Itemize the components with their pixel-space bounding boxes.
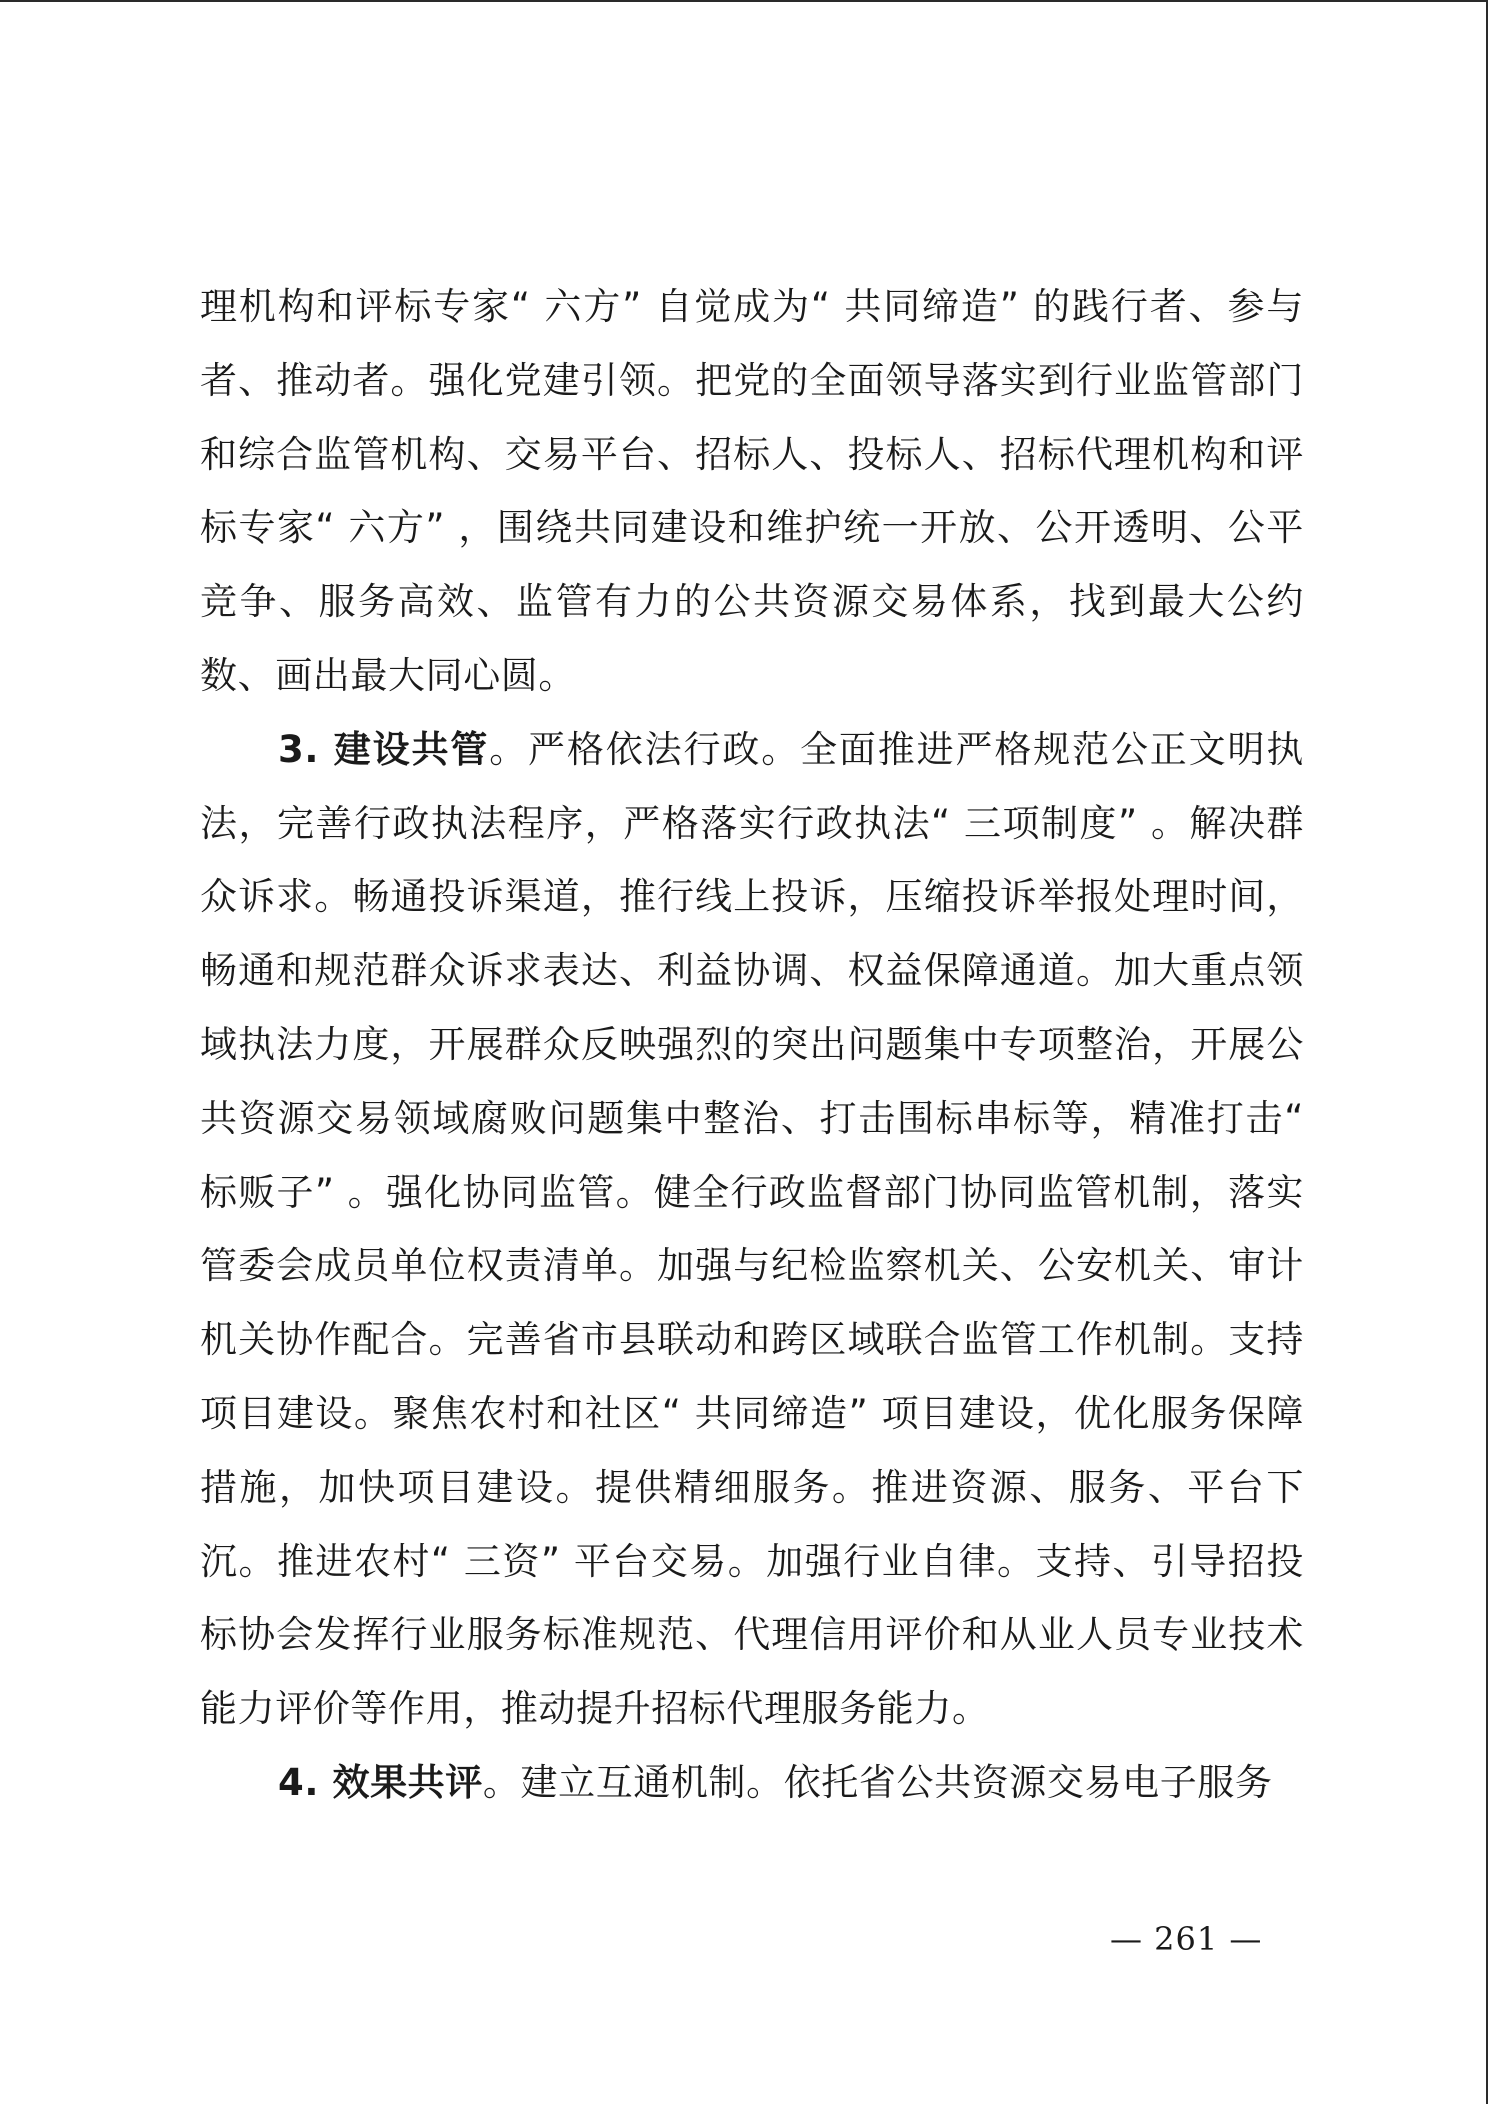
section-heading: 3. 建设共管 (278, 727, 490, 771)
section-heading: 4. 效果共评 (278, 1760, 483, 1804)
document-body (200, 270, 1304, 1820)
paragraph-text: 。严格依法行政。全面推进严格规范公正文明执法，完善行政执法程序，严格落实行政执法“ 三项制度” 。解决群众诉求。畅通投诉渠道，推行线上投诉，压缩投诉举报处理时间，畅通和规范群众诉求表达、利益协调、权益保障通道。加大重点领域执法力度，开展群众反映强烈的突出问题集中专项整治，开展公共资源交易领域腐败问题集中整治、打击围标串标等，精准打击“ 标贩子” 。强化协同监管。健全行政监督部门协同监管机制，落实管委会成员单位权责清单。加强与纪检监察机关、公安机关、审计机关协作配合。完善省市县联动和跨区域联合监管工作机制。支持项目建设。聚焦农村和社区“ 共同缔造” 项目建设，优化服务保障措施，加快项目建设。提供精细服务。推进资源、服务、平台下沉。推进农村“ 三资” 平台交易。加强行业自律。支持、引导招投标协会发挥行业服务标准规范、代理信用评价和从业人员专业技术能力评价等作用，推动提升招标代理服务能力。 (200, 727, 1304, 1731)
page-number: — 261 — (1110, 1920, 1263, 1958)
paragraph-text: 。建立互通机制。依托省公共资源交易电子服务 (482, 1760, 1273, 1804)
paragraph-section-4 (200, 1746, 1304, 1820)
paragraph-continuation (200, 270, 1304, 713)
page-border-top (0, 0, 1488, 2)
paragraph-section-3 (200, 713, 1304, 1746)
paragraph-text: 理机构和评标专家“ 六方” 自觉成为“ 共同缔造” 的践行者、参与者、推动者。强化党建引领。把党的全面领导落实到行业监管部门和综合监管机构、交易平台、招标人、投标人、招标代理机构和评标专家“ 六方” ，围绕共同建设和维护统一开放、公开透明、公平竞争、服务高效、监管有力的公共资源交易体系，找到最大公约数、画出最大同心圆。 (200, 285, 1304, 697)
